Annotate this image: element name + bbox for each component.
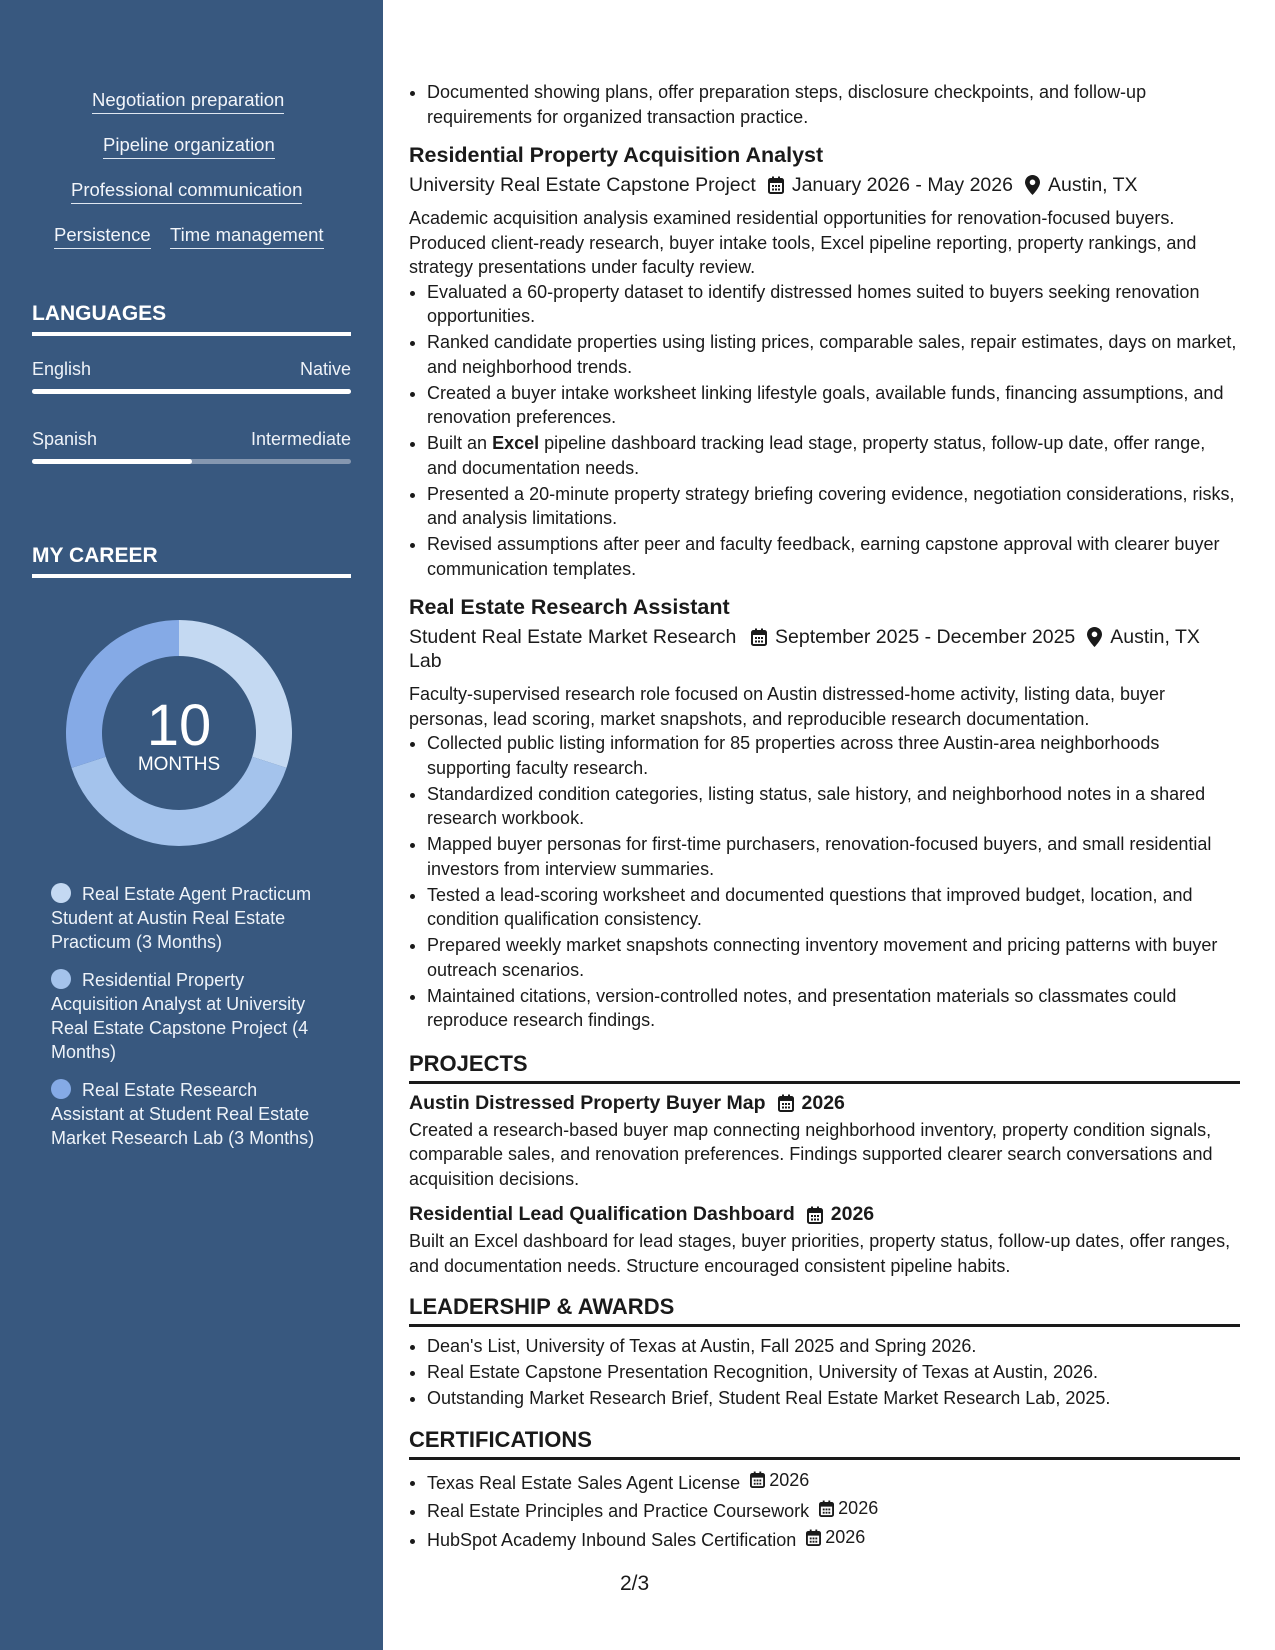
project-entry (409, 1203, 1240, 1278)
certification-name: Real Estate Principles and Practice Coursework (427, 1501, 810, 1521)
location-pin-icon (1025, 175, 1040, 195)
skill-tag: Negotiation preparation (92, 89, 284, 114)
calendar-icon (768, 176, 784, 194)
career-legend-item (51, 968, 331, 1064)
certification-item (427, 1496, 1240, 1523)
career-total-value: 10 (146, 693, 212, 758)
job-dates (751, 625, 1075, 649)
project-year-text: 2026 (801, 1091, 845, 1114)
certification-item (427, 1525, 1240, 1552)
award-item: • Real Estate Capstone Presentation Recognition, University of Texas at Austin, 2026. (427, 1360, 1240, 1385)
certification-year-text: 2026 (825, 1527, 866, 1547)
award-item: • Dean's List, University of Texas at Austin, Fall 2025 and Spring 2026. (427, 1334, 1240, 1359)
job-dates-text: September 2025 - December 2025 (775, 626, 1076, 648)
project-title: Austin Distressed Property Buyer Map (409, 1091, 766, 1114)
award-item: • Outstanding Market Research Brief, Student Real Estate Market Research Lab, 2025. (427, 1386, 1240, 1411)
job-summary: Faculty-supervised research role focused on Austin distressed-home activity, listing data, buyer personas, lead scoring, market snapshots, and reproducible research documentation. (409, 684, 1166, 729)
job-dates-text: January 2026 - May 2026 (791, 174, 1013, 196)
job-organization: Student Real Estate Market Research Lab (409, 626, 737, 672)
bullet-item: • Maintained citations, version-controlled notes, and presentation materials so classmates could reproduce research findings. (427, 984, 1240, 1033)
legend-dot (51, 969, 71, 989)
bullet-item: • Documented showing plans, offer preparation steps, disclosure checkpoints, and follow-up requirements for organized transaction practice. (427, 80, 1240, 129)
language-name: Spanish (32, 429, 98, 449)
calendar-icon (819, 1500, 834, 1517)
calendar-icon (751, 628, 767, 646)
bullet-item: • Evaluated a 60-property dataset to identify distressed homes suited to buyers seeking renovation opportunities. (427, 280, 1240, 329)
calendar-icon (750, 1471, 765, 1488)
job-bullets (409, 731, 1240, 1033)
bullet-item: • Standardized condition categories, listing status, sale history, and neighborhood notes in a shared research workbook. (427, 782, 1240, 831)
leadership-list (409, 1334, 1240, 1411)
certifications-list (409, 1468, 1240, 1553)
certification-year-text: 2026 (838, 1498, 879, 1519)
legend-text: Residential Property Acquisition Analyst at University Real Estate Capstone Project (4 Months) (51, 970, 309, 1062)
certification-year (750, 1468, 809, 1493)
legend-dot (51, 883, 71, 903)
location-pin-icon (1087, 627, 1102, 647)
project-description: Created a research-based buyer map connecting neighborhood inventory, property condition signals, comparable sales, and renovation preferences. Findings supported clearer search conversations and acquisition decisions. (409, 1119, 1213, 1189)
job-title: Real Estate Research Assistant (409, 595, 730, 619)
job-meta (409, 625, 1240, 673)
certification-name: Texas Real Estate Sales Agent License (427, 1472, 741, 1493)
skill-tag: Time management (170, 224, 324, 249)
calendar-icon (807, 1206, 823, 1224)
language-level: Intermediate (250, 429, 351, 449)
language-bar-fill (32, 459, 192, 464)
project-year-text: 2026 (830, 1203, 875, 1225)
language-bar (32, 389, 351, 394)
job-location (1025, 173, 1138, 197)
bullet-item: • Ranked candidate properties using listing prices, comparable sales, repair estimates, days on market, and neighborhood trends. (427, 330, 1240, 379)
main-content (409, 0, 1240, 1554)
project-year (807, 1203, 874, 1226)
skill-tag: Pipeline organization (103, 134, 275, 159)
job-bullets (409, 280, 1240, 582)
job-dates (768, 173, 1013, 197)
career-legend-item (51, 1078, 331, 1150)
career-total-unit: MONTHS (137, 754, 221, 775)
bullet-item: • Prepared weekly market snapshots connecting inventory movement and pricing patterns with buyer outreach scenarios. (427, 933, 1240, 982)
project-title-row (409, 1092, 1240, 1115)
legend-text: Real Estate Agent Practicum Student at Austin Real Estate Practicum (3 Months) (51, 884, 312, 952)
job-organization: University Real Estate Capstone Project (409, 174, 756, 196)
legend-dot (51, 1079, 71, 1099)
bullet-prefix: Built an (427, 433, 488, 453)
certification-year-text: 2026 (769, 1469, 810, 1490)
job-title: Residential Property Acquisition Analyst (409, 143, 824, 167)
bullet-item: • Presented a 20-minute property strategy briefing covering evidence, negotiation considerations, risks, and analysis limitations. (427, 482, 1240, 531)
project-entry (409, 1092, 1240, 1192)
bullet-item: • Collected public listing information for 85 properties across three Austin-area neighborhoods supporting faculty research. (427, 731, 1240, 780)
certification-year (819, 1496, 878, 1521)
bullet-bold-keyword: Excel (492, 433, 540, 453)
job-entry (409, 141, 1240, 581)
language-bar (32, 459, 351, 464)
language-level: Native (299, 359, 351, 379)
job-location-text: Austin, TX (1110, 626, 1200, 648)
language-name: English (32, 359, 92, 379)
languages-heading: LANGUAGES (32, 302, 351, 336)
certification-name: HubSpot Academy Inbound Sales Certification (427, 1529, 797, 1550)
language-row (32, 359, 351, 380)
job-location-text: Austin, TX (1047, 174, 1138, 196)
certification-item (427, 1468, 1240, 1495)
job-meta (409, 173, 1240, 197)
skill-tag: Professional communication (71, 179, 302, 204)
projects-heading: PROJECTS (409, 1051, 1240, 1084)
bullet-item: • Revised assumptions after peer and faculty feedback, earning capstone approval with clearer buyer communication templates. (427, 532, 1240, 581)
certifications-heading: CERTIFICATIONS (409, 1427, 1240, 1460)
calendar-icon (806, 1529, 821, 1546)
skill-tag: Persistence (54, 224, 151, 249)
sidebar (0, 0, 383, 1650)
bullet-item (427, 431, 1240, 480)
job-summary: Academic acquisition analysis examined residential opportunities for renovation-focused buyers. Produced client-ready research, buyer intake tools, Excel pipeline reporting, property rankings, and strategy presentations under faculty review. (409, 208, 1197, 277)
page-number: 2/3 (620, 1572, 650, 1595)
bullet-item: • Created a buyer intake worksheet linking lifestyle goals, available funds, financing assumptions, and renovation preferences. (427, 381, 1240, 430)
job-location (1087, 625, 1200, 649)
leadership-heading: LEADERSHIP & AWARDS (409, 1294, 1240, 1327)
career-heading: MY CAREER (32, 544, 351, 578)
bullet-item: • Tested a lead-scoring worksheet and documented questions that improved budget, location, and condition qualification consistency. (427, 883, 1240, 932)
language-bar-fill (32, 389, 351, 394)
project-title: Residential Lead Qualification Dashboard (409, 1203, 795, 1225)
project-description: Built an Excel dashboard for lead stages, buyer priorities, property status, follow-up dates, offer ranges, and documentation needs. Structure encouraged consistent pipeline habits. (409, 1231, 1231, 1276)
language-row (32, 429, 351, 450)
calendar-icon (778, 1094, 794, 1112)
career-legend-item (51, 882, 331, 954)
previous-job-bullets (409, 80, 1240, 129)
project-title-row (409, 1203, 1240, 1226)
job-entry (409, 593, 1240, 1033)
certification-year (806, 1525, 865, 1550)
legend-text: Real Estate Research Assistant at Student Real Estate Market Research Lab (3 Months) (51, 1080, 315, 1148)
bullet-rest: pipeline dashboard tracking lead stage, property status, follow-up date, offer range, and documentation needs. (427, 433, 1206, 478)
bullet-item: • Mapped buyer personas for first-time purchasers, renovation-focused buyers, and small residential investors from interview summaries. (427, 832, 1240, 881)
project-year (778, 1092, 845, 1115)
